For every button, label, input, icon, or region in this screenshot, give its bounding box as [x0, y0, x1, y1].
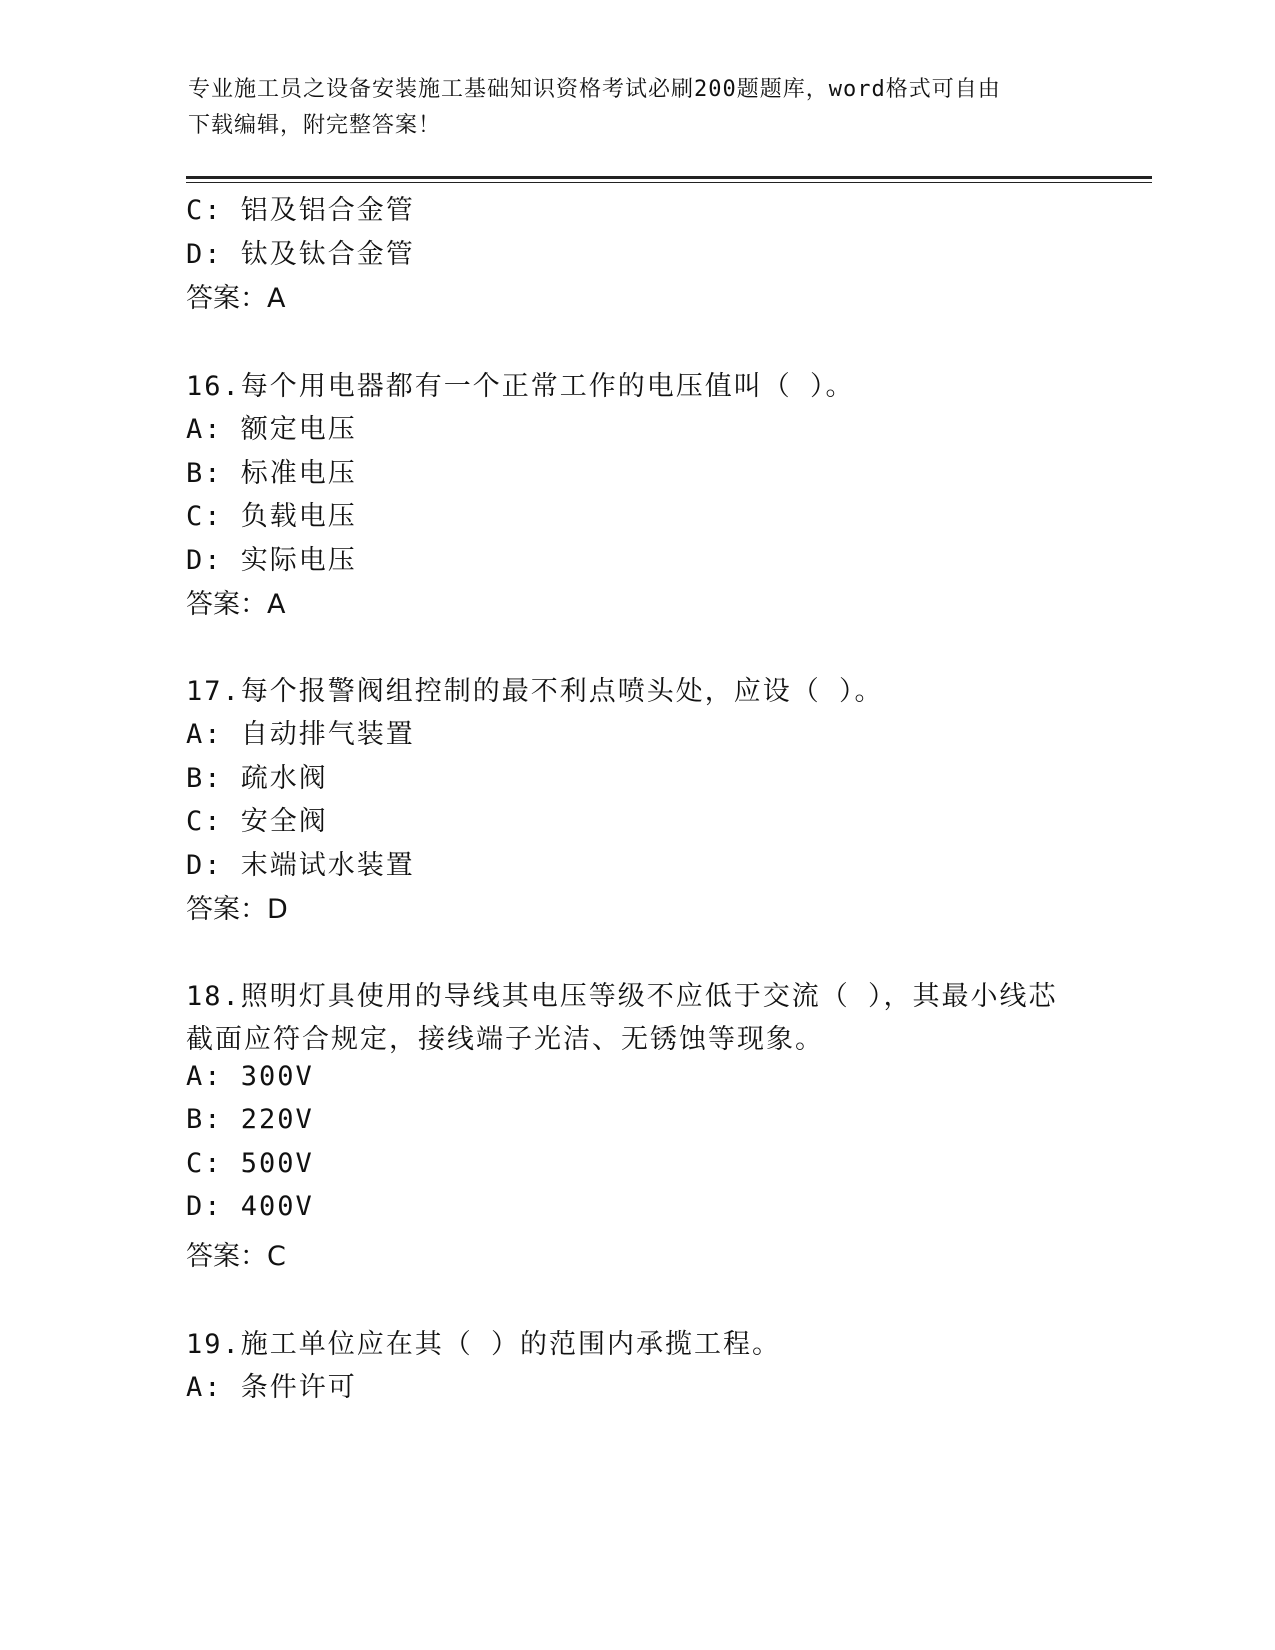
option-line: A: 条件许可: [186, 1372, 357, 1403]
question-line: 17.每个报警阀组控制的最不利点喷头处，应设（ ）。: [186, 676, 884, 707]
option-line: B: 220V: [186, 1104, 314, 1135]
option-line: A: 自动排气装置: [186, 719, 415, 750]
header-line-2: 下载编辑，附完整答案！: [188, 113, 442, 138]
header-line-1: 专业施工员之设备安装施工基础知识资格考试必刷200题题库，word格式可自由: [188, 77, 1001, 102]
header-rule-thin: [186, 182, 1152, 183]
option-line: D: 末端试水装置: [186, 850, 415, 881]
question-line: 16.每个用电器都有一个正常工作的电压值叫（ ）。: [186, 371, 855, 402]
document-header: [188, 72, 1088, 144]
question-line: 截面应符合规定，接线端子光洁、无锈蚀等现象。: [186, 1024, 824, 1055]
option-line: A: 300V: [186, 1061, 314, 1092]
option-line: A: 额定电压: [186, 414, 357, 445]
answer-line: 答案：A: [186, 589, 286, 620]
question-line: 19.施工单位应在其（ ）的范围内承揽工程。: [186, 1329, 782, 1360]
option-line: C: 铝及铝合金管: [186, 195, 415, 226]
option-line: D: 钛及钛合金管: [186, 239, 415, 270]
option-line: C: 500V: [186, 1148, 314, 1179]
answer-line: 答案：D: [186, 894, 288, 925]
option-line: D: 400V: [186, 1191, 314, 1222]
header-rule-thick: [186, 176, 1152, 179]
option-line: B: 标准电压: [186, 458, 357, 489]
answer-line: 答案：A: [186, 283, 286, 314]
option-line: D: 实际电压: [186, 545, 357, 576]
option-line: B: 疏水阀: [186, 763, 328, 794]
option-line: C: 安全阀: [186, 806, 328, 837]
answer-line: 答案：C: [186, 1241, 286, 1272]
question-line: 18.照明灯具使用的导线其电压等级不应低于交流（ ），其最小线芯: [186, 981, 1058, 1012]
option-line: C: 负载电压: [186, 501, 357, 532]
